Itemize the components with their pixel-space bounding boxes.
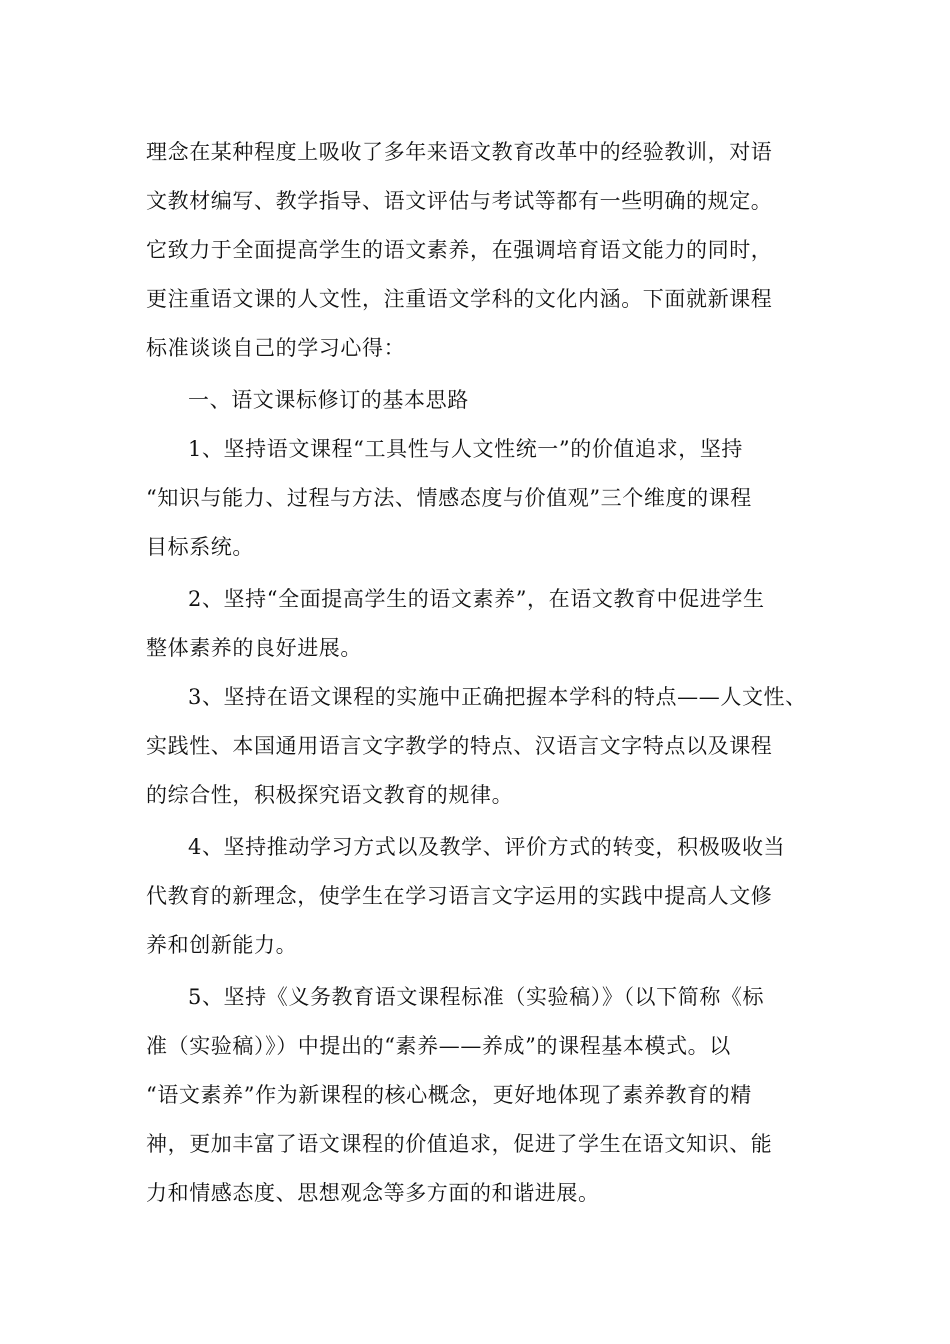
text-line: “知识与能力、过程与方法、情感态度与价值观”三个维度的课程 [146,486,752,510]
text-line: 文教材编写、教学指导、语文评估与考试等都有一些明确的规定。 [146,189,773,213]
text-line: 5、坚持《义务教育语文课程标准（实验稿）》（以下简称《标 [188,985,765,1009]
text-line: 力和情感态度、思想观念等多方面的和谐进展。 [146,1181,600,1205]
point-5-paragraph [146,973,806,1218]
section-heading [146,376,806,425]
text-line: 准（实验稿）》）中提出的“素养——养成”的课程基本模式。以 [146,1034,731,1058]
text-line: 它致力于全面提高学生的语文素养，在强调培育语文能力的同时， [146,238,773,262]
text-line: 的综合性，积极探究语文教育的规律。 [146,783,514,807]
intro-paragraph [146,128,806,373]
point-3-paragraph [146,673,806,820]
text-line: 4、坚持推动学习方式以及教学、评价方式的转变，积极吸收当 [188,835,786,859]
text-line: 3、坚持在语文课程的实施中正确把握本学科的特点——人文性、 [188,685,807,709]
point-1-paragraph [146,425,806,572]
text-line: 1、坚持语文课程“工具性与人文性统一”的价值追求，坚持 [188,437,744,461]
text-line: 神，更加丰富了语文课程的价值追求，促进了学生在语文知识、能 [146,1132,773,1156]
text-line: 代教育的新理念，使学生在学习语言文字运用的实践中提高人文修 [146,884,773,908]
text-line: 理念在某种程度上吸收了多年来语文教育改革中的经验教训，对语 [146,140,773,164]
text-line: 目标系统。 [146,535,254,559]
text-line: 养和创新能力。 [146,933,298,957]
text-line: 实践性、本国通用语言文字教学的特点、汉语言文字特点以及课程 [146,734,773,758]
text-line: “语文素养”作为新课程的核心概念，更好地体现了素养教育的精 [146,1083,752,1107]
text-line: 标准谈谈自己的学习心得： [146,336,406,360]
text-line: 2、坚持“全面提高学生的语文素养”，在语文教育中促进学生 [188,587,765,611]
point-4-paragraph [146,823,806,970]
point-2-paragraph [146,575,806,673]
text-line: 整体素养的良好进展。 [146,636,362,660]
text-line: 更注重语文课的人文性，注重语文学科的文化内涵。下面就新课程 [146,287,773,311]
heading-line: 一、语文课标修订的基本思路 [188,388,469,412]
